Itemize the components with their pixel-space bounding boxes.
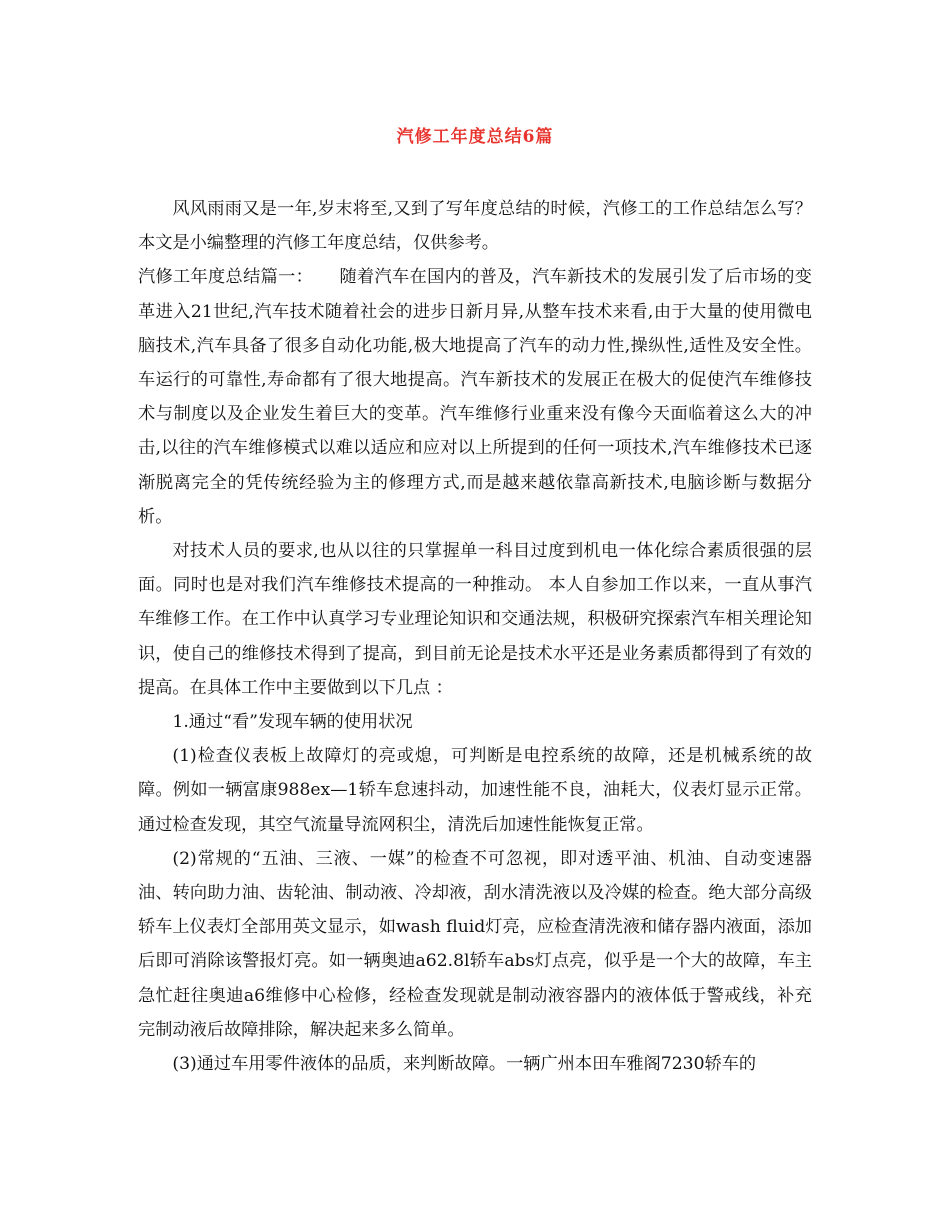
paragraph-part-one: 汽修工年度总结篇一： 随着汽车在国内的普及，汽车新技术的发展引发了后市场的变革进入21世纪,汽车技术随着社会的进步日新月异,从整车技术来看,由于大量的使用微电脑技术,汽车具备了很多自动化功能,极大地提高了汽车的动力性,操纵性,适性及安全性。车运行的可靠性,寿命都有了很大地提高。汽车新技术的发展正在极大的促使汽车维修技术与制度以及企业发生着巨大的变革。汽车维修行业重来没有像今天面临着这么大的冲击,以往的汽车维修模式以难以适应和应对以上所提到的任何一项技术,汽车维修技术已逐渐脱离完全的凭传统经验为主的修理方式,而是越来越依靠高新技术,电脑诊断与数据分析。: [138, 267, 812, 527]
paragraph-intro: 风风雨雨又是一年,岁末将至,又到了写年度总结的时候，汽修工的工作总结怎么写？本文是小编整理的汽修工年度总结，仅供参考。: [138, 199, 812, 254]
document-body: [138, 192, 812, 1081]
document-title: 汽修工年度总结6篇: [396, 127, 554, 147]
paragraph-heading-look: 1.通过“看”发现车辆的使用状况: [172, 712, 413, 733]
paragraph-item-1: (1)检查仪表板上故障灯的亮或熄，可判断是电控系统的故障，还是机械系统的故障。例如一辆富康988ex—1轿车怠速抖动，加速性能不良，油耗大，仪表灯显示正常。通过检查发现，其空气流量导流网积尘，清洗后加速性能恢复正常。: [138, 746, 812, 835]
paragraph-item-3: (3)通过车用零件液体的品质，来判断故障。一辆广州本田车雅阁7230轿车的: [172, 1054, 757, 1075]
paragraph-item-2: (2)常规的“五油、三液、一媒”的检查不可忽视，即对透平油、机油、自动变速器油、转向助力油、齿轮油、制动液、冷却液，刮水清洗液以及冷媒的检查。绝大部分高级轿车上仪表灯全部用英文显示，如wash fluid灯亮，应检查清洗液和储存器内液面，添加后即可消除该警报灯亮。如一辆奥迪a62.8l轿车abs灯点亮，似乎是一个大的故障，车主急忙赶往奥迪a6维修中心检修，经检查发现就是制动液容器内的液体低于警戒线，补充完制动液后故障排除，解决起来多么简单。: [138, 848, 812, 1040]
paragraph-requirements: 对技术人员的要求,也从以往的只掌握单一科目过度到机电一体化综合素质很强的层面。同时也是对我们汽车维修技术提高的一种推动。 本人自参加工作以来，一直从事汽车维修工作。在工作中认真学习专业理论知识和交通法规，积极研究探索汽车相关理论知识，使自己的维修技术得到了提高，到目前无论是技术水平还是业务素质都得到了有效的提高。在具体工作中主要做到以下几点 ：: [138, 541, 812, 698]
